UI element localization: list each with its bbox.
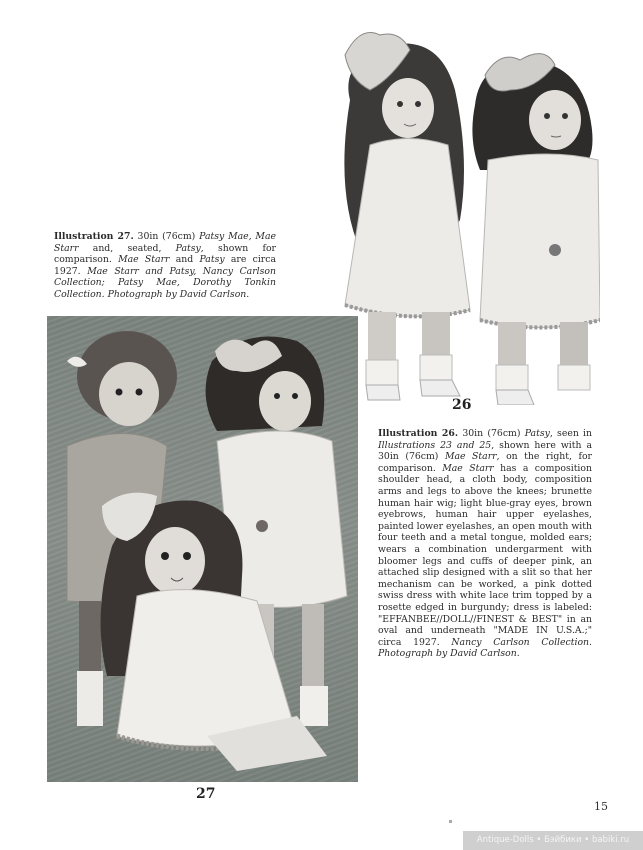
caption-illustration-26	[378, 428, 592, 660]
caption-text: 30in (76cm)	[133, 231, 200, 242]
photo-illustration-27	[47, 316, 358, 782]
page-number: 15	[594, 800, 608, 813]
caption-text: are circa 1927.	[54, 254, 276, 277]
caption-text: , on the right, for comparison.	[378, 451, 592, 474]
caption-doll-name: Patsy	[199, 254, 225, 266]
caption-heading: Illustration 26.	[378, 428, 459, 439]
caption-cross-reference: Illustrations 23 and 25	[378, 439, 492, 451]
dolls-photo-27	[47, 316, 358, 782]
caption-description: has a composition shoulder head, a cloth body, composition arms and legs to above the knees; brunette human hair wig; light blue-gray eyes, brown eyebrows, human hair upper eyelashes, painted lower eyelashes, an open mouth with four teeth and a metal tongue, molded ears; wears a combination undergarment with bloomer legs and cuffs of deeper pink, an attached slip designed with a slit so that her mechanism can be worked, a pink dotted swiss dress with white lace trim topped by a rosette edged in burgundy; dress is labeled: "EFFANBEE//DOLL//FINEST & BEST" in an oval and underneath "MADE IN U.S.A.;" circa 1927.	[378, 462, 592, 648]
figure-number-26: 26	[452, 397, 472, 413]
caption-doll-name: Mae Starr	[444, 451, 497, 463]
caption-text: and	[169, 254, 200, 266]
dolls-photo-26	[330, 20, 600, 405]
caption-text: , shown here with a 30in (76cm)	[378, 439, 592, 463]
watermark-banner: Antique-Dolls • Бэйбики • babiki.ru	[463, 831, 643, 850]
caption-doll-names: Patsy Mae, Mae Starr	[54, 231, 276, 254]
caption-doll-name: Mae Starr	[118, 254, 170, 266]
figure-number-27: 27	[196, 786, 216, 802]
caption-doll-name: Patsy	[175, 242, 201, 254]
caption-doll-name: Patsy	[524, 428, 550, 439]
caption-text: , seen in	[549, 428, 593, 439]
caption-illustration-27	[54, 231, 276, 301]
caption-doll-name: Mae Starr	[442, 462, 494, 474]
caption-heading: Illustration 27.	[54, 231, 134, 242]
caption-text: and, seated,	[78, 242, 176, 254]
caption-text: , shown for comparison.	[54, 242, 277, 266]
caption-credits: Nancy Carlson Collection. Photograph by David Carlson.	[378, 636, 592, 660]
scan-artifact-dot	[449, 820, 452, 823]
photo-illustration-26	[330, 20, 600, 405]
caption-credits: Mae Starr and Patsy, Nancy Carlson Collection; Patsy Mae, Dorothy Tonkin Collection. Photograph by David Carlson.	[54, 265, 276, 300]
caption-text: 30in (76cm)	[458, 428, 525, 439]
